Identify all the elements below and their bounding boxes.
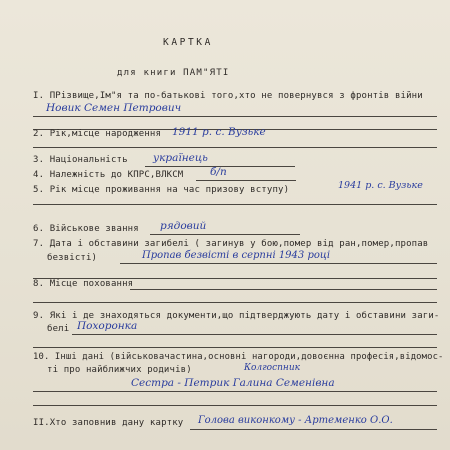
field-8-line-b <box>33 302 437 303</box>
field-10-line-b <box>33 405 437 406</box>
field-11-line <box>190 429 437 430</box>
card-subtitle: для книги ПАМ"ЯТІ <box>117 68 230 78</box>
field-4-label: 4. Належність до КПРС,ВЛКСМ <box>33 170 184 180</box>
field-2-value: 1911 р. с. Вузьке <box>172 126 266 138</box>
field-4-line <box>196 180 296 181</box>
field-8-label: 8. Місце поховання <box>33 279 134 289</box>
field-1-label: І. ПРізвище,Ім"я та по-батькові того,хто не повернувся з фронтів війни <box>33 91 423 101</box>
field-10-line-a <box>33 391 437 392</box>
field-2-label: 2. Рік,місце народження <box>33 129 162 139</box>
field-5-line <box>33 204 437 205</box>
field-9-label-line2: белі <box>47 324 70 334</box>
field-10-value-line2: Сестра - Петрик Галина Семенівна <box>131 377 335 389</box>
field-1-value: Новик Семен Петрович <box>46 102 182 114</box>
field-2-line <box>33 147 437 148</box>
field-10-label-line2: ті про найближчих родичів) <box>47 365 192 375</box>
field-10-label-line1: 10. Інші дані (військовачастина,основні нагороди,довоєнна професія,відомос- <box>33 352 444 362</box>
field-3-label: 3. Національність <box>33 155 128 165</box>
field-6-line <box>150 234 300 235</box>
card-title: КАРТКА <box>163 37 213 48</box>
field-11-value: Голова виконкому - Артеменко О.О. <box>198 415 393 426</box>
field-3-value: українець <box>153 152 208 164</box>
field-9-label-line1: 9. Які і де знаходяться документи,що підтверджують дату і обставини заги- <box>33 311 440 321</box>
field-5-label: 5. Рік місце проживання на час призову вступу) <box>33 185 290 195</box>
field-7-line-a <box>120 263 437 264</box>
field-8-line-a <box>130 289 437 290</box>
field-1-line-a <box>33 116 437 117</box>
field-7-value: Пропав безвісті в серпні 1943 році <box>142 250 331 261</box>
field-9-value: Похоронка <box>77 320 138 332</box>
field-7-label-line1: 7. Дата і обставини загибелі ( загинув у бою,помер від ран,помер,пропав <box>33 239 429 249</box>
field-7-label-line2: безвісті) <box>47 253 98 263</box>
field-5-value: 1941 р. с. Вузьке <box>338 180 423 191</box>
field-10-value-line1: Колгоспник <box>244 363 301 373</box>
field-4-value: б/п <box>210 166 227 178</box>
field-6-value: рядовий <box>160 220 207 232</box>
field-9-line-b <box>33 347 437 348</box>
field-9-line-a <box>72 334 437 335</box>
field-11-label: ІІ.Хто заповнив дану картку <box>33 418 184 428</box>
field-6-label: 6. Військове звання <box>33 224 139 234</box>
